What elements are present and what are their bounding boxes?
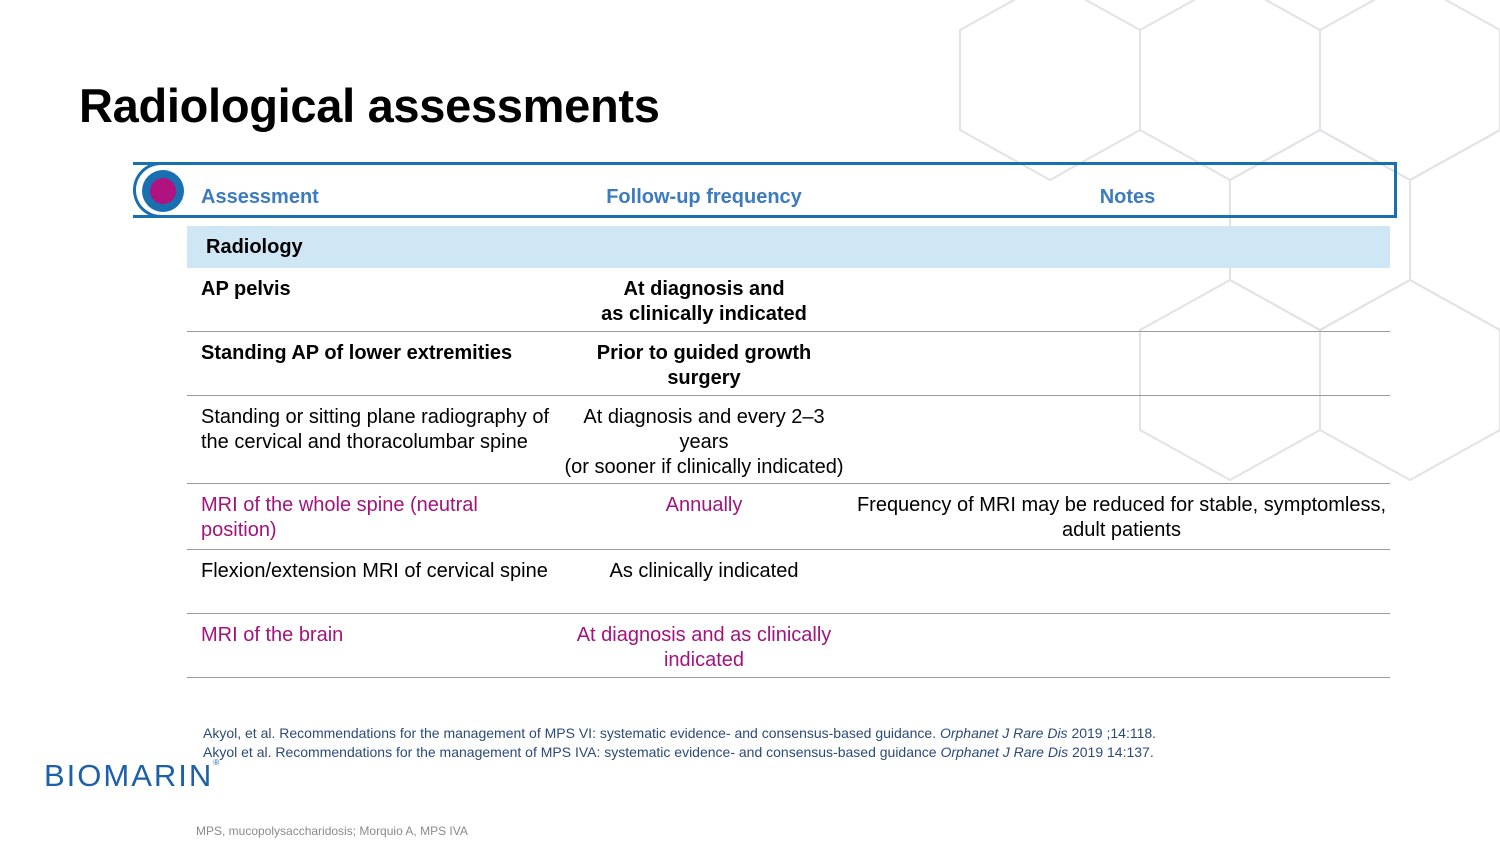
- table-row: [187, 396, 1390, 484]
- cell-notes: Frequency of MRI may be reduced for stable, symptomless, adult patients: [856, 494, 1387, 541]
- footnote: MPS, mucopolysaccharidosis; Morquio A, MPS IVA: [196, 824, 468, 838]
- table-row: [187, 484, 1390, 550]
- cell-frequency: At diagnosis and every 2–3 years (or sooner if clinically indicated): [564, 406, 844, 478]
- cell-notes: [853, 614, 1390, 677]
- cell-assessment: MRI of the brain: [201, 624, 344, 646]
- slide-title: Radiological assessments: [79, 79, 660, 132]
- cell-notes: [853, 396, 1390, 483]
- reference-2: Akyol et al. Recommendations for the management of MPS IVA: systematic evidence- and consensus-based guidance Orphanet J Rare Dis 2019 14:137.: [203, 744, 1154, 760]
- cell-frequency: At diagnosis and as clinically indicated: [576, 624, 832, 671]
- table-row: [187, 550, 1390, 614]
- cell-notes: [853, 550, 1390, 613]
- cell-assessment: Standing or sitting plane radiography of the cervical and thoracolumbar spine: [201, 406, 550, 453]
- cell-notes: [853, 268, 1390, 331]
- cell-frequency: Annually: [665, 494, 743, 516]
- cell-frequency: Prior to guided growth surgery: [596, 342, 812, 389]
- section-row-radiology: [187, 226, 1390, 268]
- bullet-icon-inner: [150, 178, 176, 204]
- header-frequency: Follow-up frequency: [606, 186, 802, 208]
- header-assessment: Assessment: [201, 186, 319, 208]
- cell-assessment: Flexion/extension MRI of cervical spine: [201, 560, 548, 582]
- table-row: [187, 332, 1390, 396]
- cell-assessment: MRI of the whole spine (neutral position): [201, 494, 478, 541]
- assessment-table: [187, 226, 1390, 678]
- header-notes: Notes: [1099, 186, 1156, 208]
- cell-assessment: Standing AP of lower extremities: [201, 342, 513, 364]
- reference-1: Akyol, et al. Recommendations for the management of MPS VI: systematic evidence- and consensus-based guidance. Orphanet J Rare Dis 2019 ;14:118.: [203, 725, 1157, 741]
- cell-assessment: AP pelvis: [201, 278, 291, 300]
- cell-frequency: At diagnosis and as clinically indicated: [601, 278, 807, 325]
- biomarin-logo: BIOMARIN®: [44, 758, 222, 793]
- cell-frequency: As clinically indicated: [609, 560, 799, 582]
- cell-notes: [853, 332, 1390, 395]
- table-row: [187, 614, 1390, 678]
- section-label: Radiology: [206, 236, 303, 258]
- table-row: [187, 268, 1390, 332]
